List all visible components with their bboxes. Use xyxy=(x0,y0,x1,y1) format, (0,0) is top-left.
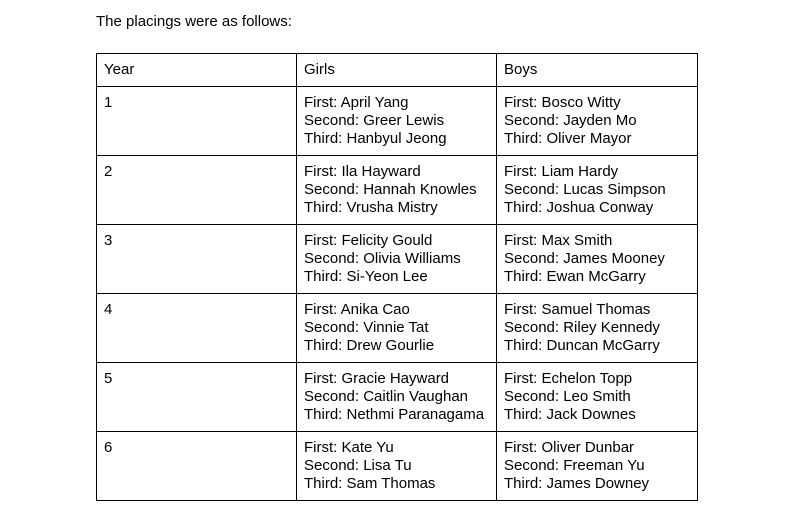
boys-second: Second: James Mooney xyxy=(504,250,665,267)
girls-cell xyxy=(297,294,497,363)
year-cell: 2 xyxy=(97,156,297,225)
boys-third: Third: Ewan McGarry xyxy=(504,268,646,285)
girls-second: Second: Lisa Tu xyxy=(304,457,412,474)
boys-cell xyxy=(497,87,698,156)
table-row xyxy=(97,156,698,225)
girls-third: Third: Nethmi Paranagama xyxy=(304,406,485,423)
girls-second: Second: Greer Lewis xyxy=(304,112,445,129)
boys-third: Third: James Downey xyxy=(504,475,650,492)
year-cell: 6 xyxy=(97,432,297,501)
girls-second: Second: Vinnie Tat xyxy=(304,319,429,336)
girls-cell xyxy=(297,156,497,225)
header-row xyxy=(97,54,698,87)
table-row xyxy=(97,225,698,294)
girls-cell xyxy=(297,432,497,501)
boys-second: Second: Riley Kennedy xyxy=(504,319,660,336)
table-row xyxy=(97,363,698,432)
girls-third: Third: Hanbyul Jeong xyxy=(304,130,447,147)
table-row xyxy=(97,432,698,501)
boys-cell xyxy=(497,363,698,432)
girls-first: First: Kate Yu xyxy=(304,439,394,456)
boys-second: Second: Lucas Simpson xyxy=(504,181,666,198)
girls-second: Second: Hannah Knowles xyxy=(304,181,477,198)
girls-third: Third: Drew Gourlie xyxy=(304,337,435,354)
header-year: Year xyxy=(97,54,297,87)
year-cell: 5 xyxy=(97,363,297,432)
boys-first: First: Oliver Dunbar xyxy=(504,439,635,456)
girls-cell xyxy=(297,225,497,294)
girls-second: Second: Caitlin Vaughan xyxy=(304,388,469,405)
intro-text: The placings were as follows: xyxy=(96,13,292,30)
boys-cell xyxy=(497,432,698,501)
boys-cell xyxy=(497,294,698,363)
boys-second: Second: Jayden Mo xyxy=(504,112,637,129)
boys-second: Second: Freeman Yu xyxy=(504,457,645,474)
boys-first: First: Liam Hardy xyxy=(504,163,619,180)
girls-second: Second: Olivia Williams xyxy=(304,250,461,267)
table-row xyxy=(97,294,698,363)
girls-first: First: April Yang xyxy=(304,94,409,111)
girls-cell xyxy=(297,87,497,156)
girls-third: Third: Sam Thomas xyxy=(304,475,436,492)
boys-third: Third: Jack Downes xyxy=(504,406,636,423)
girls-first: First: Ila Hayward xyxy=(304,163,421,180)
table-row xyxy=(97,87,698,156)
boys-first: First: Echelon Topp xyxy=(504,370,633,387)
header-girls: Girls xyxy=(297,54,497,87)
girls-third: Third: Si-Yeon Lee xyxy=(304,268,428,285)
header-boys: Boys xyxy=(497,54,698,87)
boys-third: Third: Joshua Conway xyxy=(504,199,654,216)
boys-third: Third: Oliver Mayor xyxy=(504,130,632,147)
boys-cell xyxy=(497,225,698,294)
girls-first: First: Anika Cao xyxy=(304,301,410,318)
girls-first: First: Felicity Gould xyxy=(304,232,433,249)
year-cell: 4 xyxy=(97,294,297,363)
boys-first: First: Max Smith xyxy=(504,232,613,249)
boys-first: First: Samuel Thomas xyxy=(504,301,651,318)
year-cell: 3 xyxy=(97,225,297,294)
year-cell: 1 xyxy=(97,87,297,156)
girls-first: First: Gracie Hayward xyxy=(304,370,450,387)
boys-cell xyxy=(497,156,698,225)
boys-first: First: Bosco Witty xyxy=(504,94,621,111)
girls-cell xyxy=(297,363,497,432)
placings-table xyxy=(96,53,698,501)
boys-second: Second: Leo Smith xyxy=(504,388,631,405)
girls-third: Third: Vrusha Mistry xyxy=(304,199,438,216)
boys-third: Third: Duncan McGarry xyxy=(504,337,660,354)
